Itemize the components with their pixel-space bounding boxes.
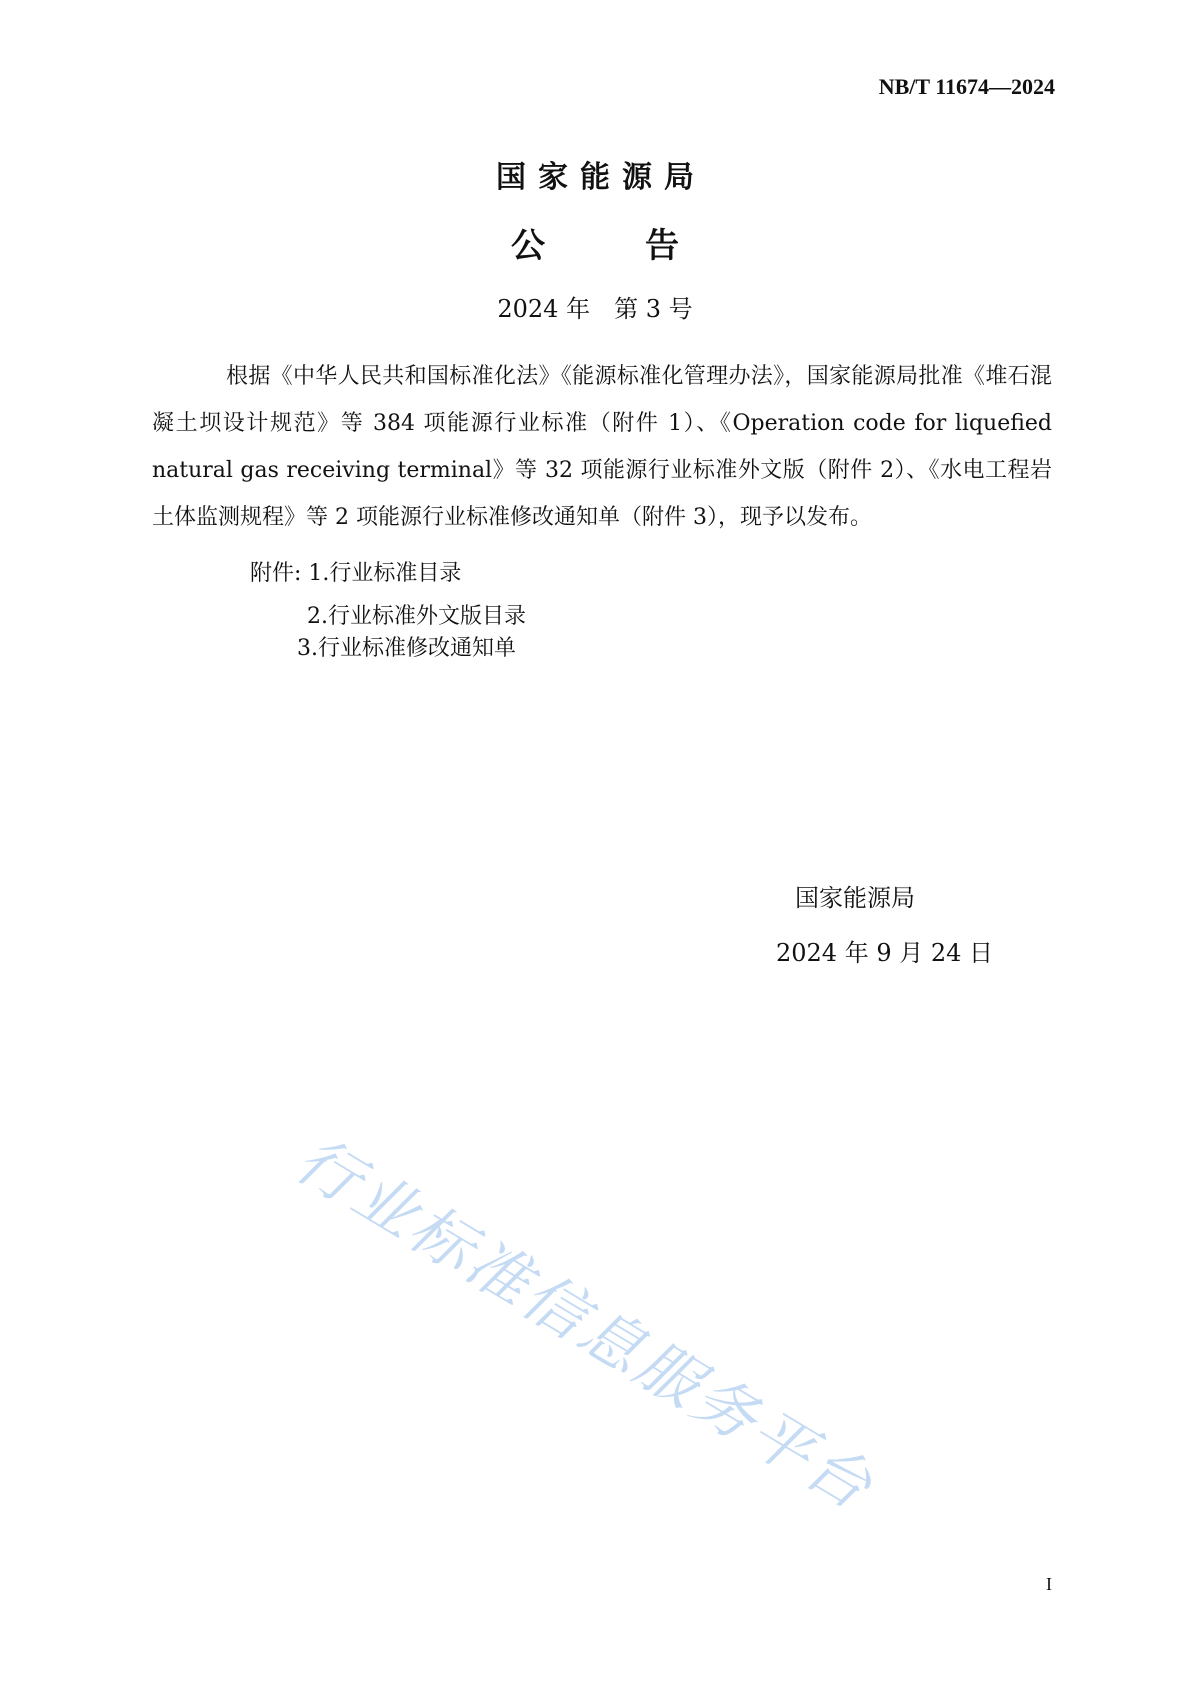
- page-number: I: [1046, 1574, 1052, 1594]
- issue-date: 2024 年 9 月 24 日: [776, 939, 994, 967]
- attachment-list-label: 附件: 1.行业标准目录: [250, 561, 462, 586]
- issuer-title: 国家能源局: [496, 160, 706, 195]
- standard-code: NB/T 11674—2024: [878, 74, 1055, 99]
- attachment-item-2: 2.行业标准外文版目录: [307, 604, 526, 629]
- notice-body: 根据《中华人民共和国标准化法》《能源标准化管理办法》，国家能源局批准《堆石混凝土坝设计规范》等 384 项能源行业标准（附件 1）、《Operation code for liquefied natural gas receiving terminal》等 32 项能源行业标准外文版（附件 2）、《水电工程岩土体监测规程》等 2 项能源行业标准修改通知单（附件 3），现予以发布。: [152, 364, 1052, 530]
- watermark: 行业标准信息服务平台: [283, 1122, 887, 1526]
- document-type-right-char: 告: [645, 226, 679, 266]
- attachment-item-3: 3.行业标准修改通知单: [297, 636, 516, 661]
- document-type-left-char: 公: [511, 226, 545, 266]
- issue-number: 2024 年 第 3 号: [497, 295, 693, 323]
- document-type-title: [0, 218, 1190, 267]
- signatory: 国家能源局: [795, 884, 915, 912]
